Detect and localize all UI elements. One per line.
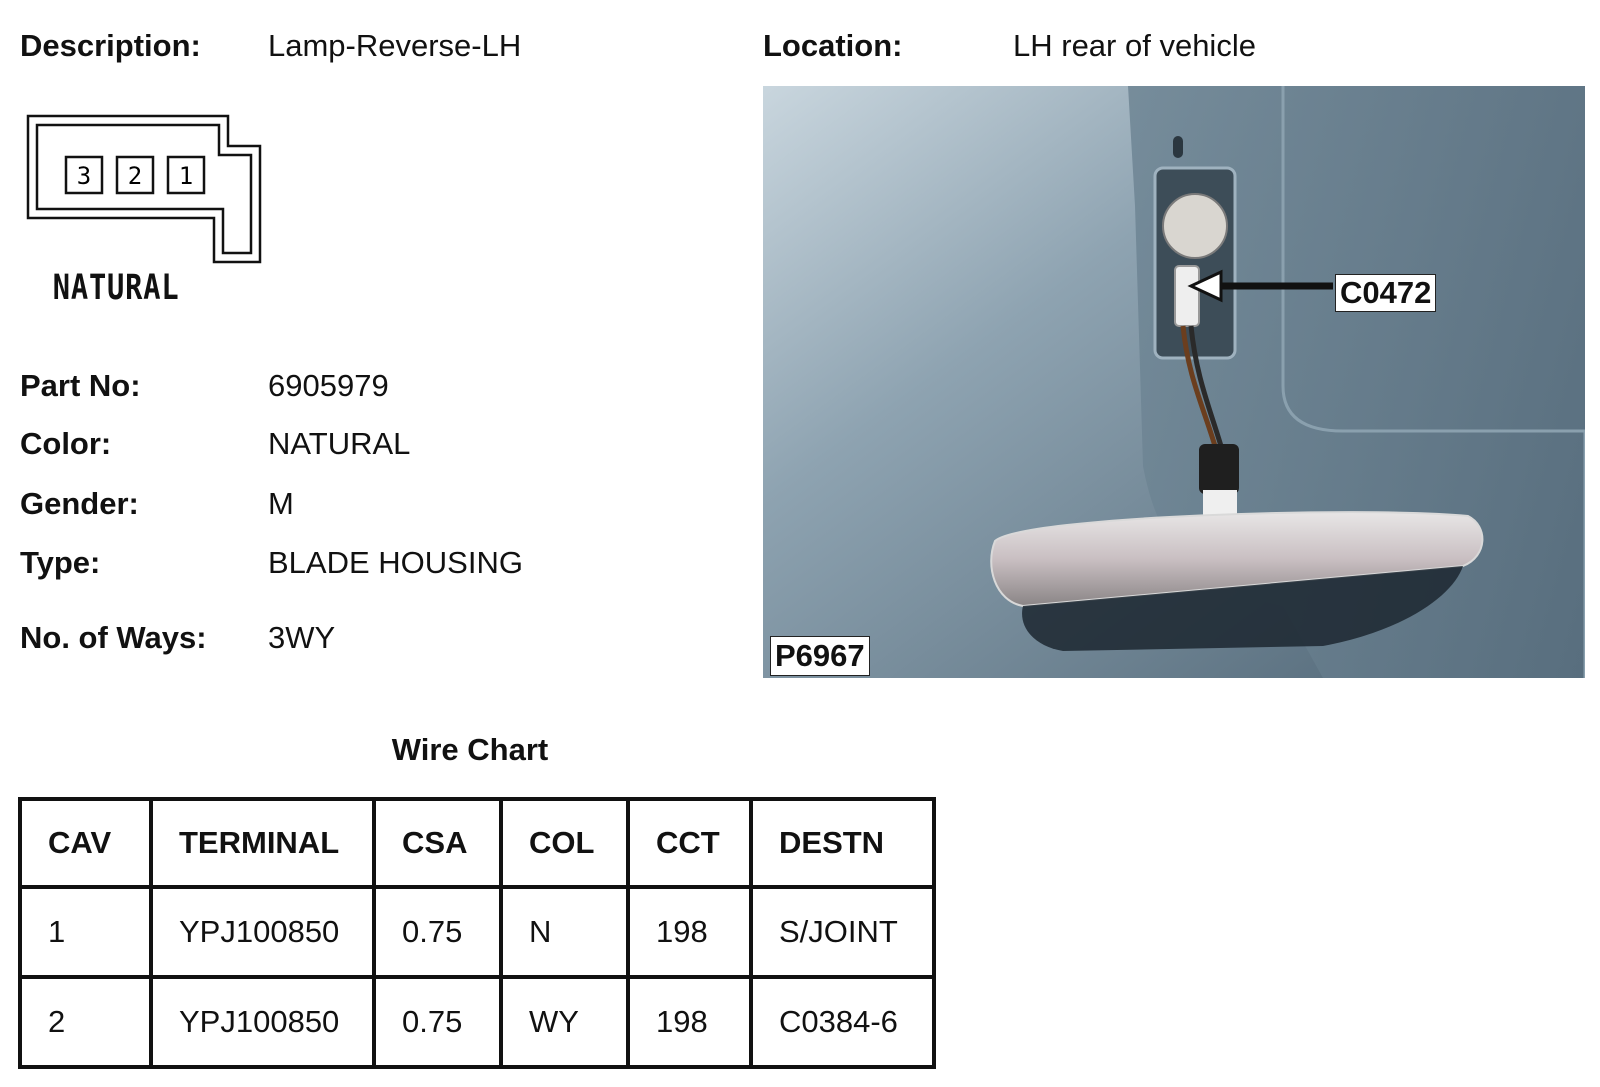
connector-color-caption: NATURAL [52, 268, 180, 308]
col-header-terminal: TERMINAL [151, 799, 374, 887]
description-value: Lamp-Reverse-LH [268, 28, 522, 63]
cell-cav: 1 [20, 887, 151, 977]
pin-1 [168, 157, 204, 193]
col-header-cct: CCT [628, 799, 751, 887]
color-value: NATURAL [268, 426, 411, 461]
cell-col: N [501, 887, 628, 977]
wire-chart-table [18, 797, 936, 1069]
connector-callout: C0472 [1335, 274, 1436, 312]
cell-terminal: YPJ100850 [151, 977, 374, 1067]
col-header-cav: CAV [20, 799, 151, 887]
cell-terminal: YPJ100850 [151, 887, 374, 977]
cell-cav: 2 [20, 977, 151, 1067]
part-no-value: 6905979 [268, 368, 389, 403]
ways-label: No. of Ways: [20, 620, 207, 655]
col-header-col: COL [501, 799, 628, 887]
cell-destn: S/JOINT [751, 887, 934, 977]
location-photo [763, 86, 1585, 678]
cell-col: WY [501, 977, 628, 1067]
gender-label: Gender: [20, 486, 139, 521]
svg-text:1: 1 [178, 162, 194, 190]
gender-value: M [268, 486, 294, 521]
location-value: LH rear of vehicle [1013, 28, 1256, 63]
part-no-label: Part No: [20, 368, 141, 403]
type-value: BLADE HOUSING [268, 545, 523, 580]
cell-csa: 0.75 [374, 887, 501, 977]
cell-cct: 198 [628, 977, 751, 1067]
col-header-csa: CSA [374, 799, 501, 887]
description-label: Description: [20, 28, 201, 63]
location-label: Location: [763, 28, 903, 63]
cell-destn: C0384-6 [751, 977, 934, 1067]
svg-text:2: 2 [127, 162, 143, 190]
cell-csa: 0.75 [374, 977, 501, 1067]
svg-text:3: 3 [76, 162, 92, 190]
table-row [20, 977, 934, 1067]
table-header-row [20, 799, 934, 887]
table-row [20, 887, 934, 977]
color-label: Color: [20, 426, 112, 461]
type-label: Type: [20, 545, 101, 580]
photo-id-label: P6967 [770, 636, 870, 676]
pin-2 [117, 157, 153, 193]
ways-value: 3WY [268, 620, 336, 655]
col-header-destn: DESTN [751, 799, 934, 887]
wire-chart-title: Wire Chart [391, 732, 549, 767]
cell-cct: 198 [628, 887, 751, 977]
pin-3 [66, 157, 102, 193]
